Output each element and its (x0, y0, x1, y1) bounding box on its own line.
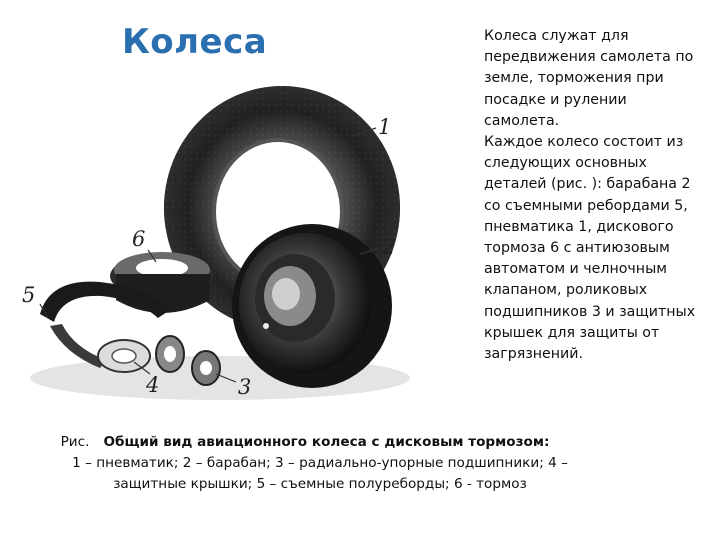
label-6: 6 (132, 227, 146, 251)
protective-cover (98, 340, 150, 372)
label-2: 2 (382, 235, 396, 259)
wheel-illustration (20, 78, 425, 408)
description (484, 26, 706, 365)
drum (232, 224, 392, 388)
description-purpose: Колеса служат для передвижения самолета по земле, торможения при посадке и рулении самолета. (484, 28, 694, 129)
figure-caption (40, 432, 600, 495)
caption-line-2: 1 – пневматик; 2 – барабан; 3 – радиально-упорные подшипники; 4 – (72, 455, 568, 471)
description-parts: Каждое колесо состоит из следующих основных деталей (рис. ): барабана 2 со съемными ребордами 5, пневматика 1, дискового тормоза 6 с антиюзовым автоматом и челночным клапаном, роликовых подшипников 3 и защитных крышек для защиты от загрязнений. (484, 134, 696, 363)
page-title: Колеса (122, 22, 268, 62)
caption-line-3: защитные крышки; 5 – съемные полуреборды; 6 - тормоз (113, 476, 527, 492)
caption-title-line (40, 432, 600, 453)
label-4: 4 (146, 373, 160, 397)
caption-title: Общий вид авиационного колеса с дисковым тормозом: (103, 434, 550, 450)
label-1: 1 (378, 115, 392, 139)
wheel-drawing (20, 78, 425, 408)
caption-prefix: Рис. (60, 434, 90, 450)
label-5: 5 (22, 283, 36, 307)
label-3: 3 (238, 375, 252, 399)
